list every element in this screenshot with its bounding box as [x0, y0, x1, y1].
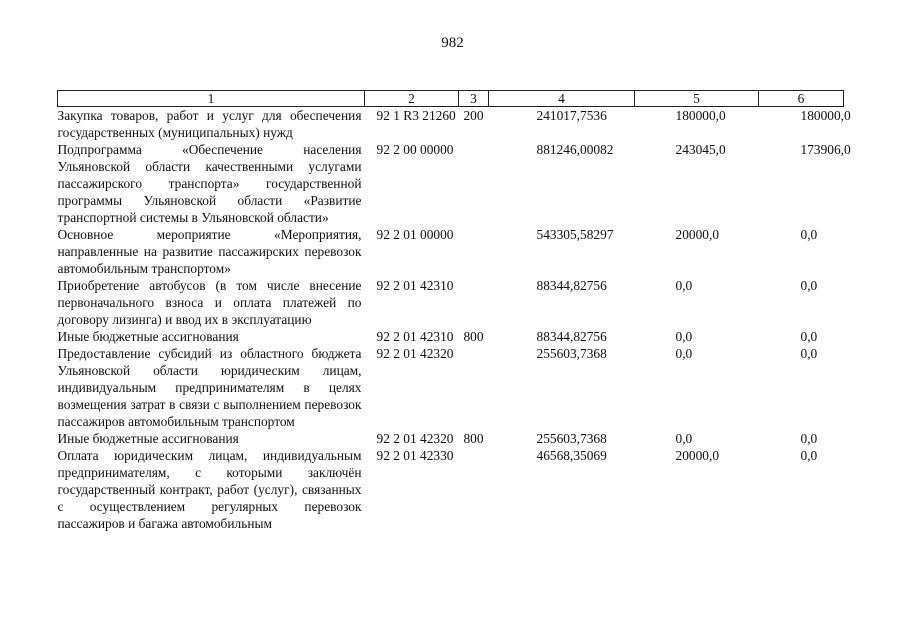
row-amount-col6-cell: 0,0 [800, 346, 818, 361]
row-amount-col4-cell: 46568,35069 [536, 448, 607, 463]
row-expense-type-cell [459, 447, 489, 532]
row-amount-col4-cell: 88344,82756 [536, 278, 607, 293]
row-name-cell: Иные бюджетные ассигнования [57, 431, 239, 446]
row-expense-type-cell [459, 141, 489, 226]
row-amount-col6-cell: 0,0 [800, 329, 818, 344]
table-body [57, 107, 851, 533]
column-header: 4 [489, 91, 635, 107]
row-expense-type-cell [459, 226, 489, 277]
column-header: 5 [635, 91, 759, 107]
row-name-cell: Оплата юридическим лицам, индивидуальным предпринимателям, с которыми заключён государственный контракт, работ (услуг), связанных с осуществлением регулярных перевозок пассажиров и багажа автомобильным [57, 448, 362, 531]
page-number: 982 [441, 35, 464, 51]
row-amount-col5-cell: 180000,0 [675, 108, 726, 123]
table-row [58, 107, 844, 142]
row-code-cell: 92 2 01 42310 [376, 278, 454, 293]
row-amount-col5-cell: 20000,0 [675, 227, 720, 242]
row-amount-col4-cell: 241017,7536 [536, 108, 607, 123]
row-code-cell: 92 1 R3 21260 [376, 108, 456, 123]
row-code-cell: 92 2 00 00000 [376, 142, 454, 157]
row-name-cell: Приобретение автобусов (в том числе внесение первоначального взноса и оплата платежей по договору лизинга) и ввод их в эксплуатацию [57, 278, 362, 327]
row-code-cell: 92 2 01 00000 [376, 227, 454, 242]
row-amount-col4-cell: 543305,58297 [536, 227, 614, 242]
table-row [58, 277, 844, 328]
row-amount-col5-cell: 0,0 [675, 346, 693, 361]
row-code-cell: 92 2 01 42320 [376, 346, 454, 361]
row-amount-col5-cell: 243045,0 [675, 142, 726, 157]
row-amount-col6-cell: 0,0 [800, 227, 818, 242]
row-amount-col5-cell: 0,0 [675, 278, 693, 293]
table-header-row [58, 91, 844, 107]
row-amount-col4-cell: 88344,82756 [536, 329, 607, 344]
row-expense-type-cell [459, 345, 489, 430]
row-amount-col6-cell: 0,0 [800, 278, 818, 293]
row-expense-type-cell: 800 [463, 329, 484, 344]
table-row [58, 141, 844, 226]
row-amount-col6-cell: 173906,0 [800, 142, 851, 157]
row-name-cell: Основное мероприятие «Мероприятия, направленные на развитие пассажирских перевозок автомобильным транспортом» [57, 227, 362, 276]
table-row [58, 430, 844, 447]
table-row [58, 328, 844, 345]
budget-table [57, 90, 851, 532]
row-name-cell: Подпрограмма «Обеспечение населения Ульяновской области качественными услугами пассажирского транспорта» государственной программы Ульяновской области «Развитие транспортной системы в Ульяновской области» [57, 142, 362, 225]
row-name-cell: Закупка товаров, работ и услуг для обеспечения государственных (муниципальных) нужд [57, 108, 362, 140]
column-header: 1 [58, 91, 365, 107]
row-amount-col5-cell: 0,0 [675, 431, 693, 446]
row-code-cell: 92 2 01 42330 [376, 448, 454, 463]
row-expense-type-cell [459, 277, 489, 328]
row-amount-col5-cell: 20000,0 [675, 448, 720, 463]
table-row [58, 345, 844, 430]
row-code-cell: 92 2 01 42310 [376, 329, 454, 344]
row-amount-col6-cell: 0,0 [800, 431, 818, 446]
row-code-cell: 92 2 01 42320 [376, 431, 454, 446]
row-amount-col4-cell: 255603,7368 [536, 346, 607, 361]
row-amount-col6-cell: 0,0 [800, 448, 818, 463]
table-row [58, 447, 844, 532]
row-amount-col6-cell: 180000,0 [800, 108, 851, 123]
row-name-cell: Иные бюджетные ассигнования [57, 329, 239, 344]
row-amount-col5-cell: 0,0 [675, 329, 693, 344]
row-expense-type-cell: 200 [463, 108, 484, 123]
row-expense-type-cell: 800 [463, 431, 484, 446]
column-header: 3 [459, 91, 489, 107]
table-row [58, 226, 844, 277]
column-header: 2 [365, 91, 459, 107]
row-name-cell: Предоставление субсидий из областного бюджета Ульяновской области юридическим лицам, индивидуальным предпринимателям в целях возмещения затрат в связи с выполнением перевозок пассажиров автомобильным транспортом [57, 346, 362, 429]
row-amount-col4-cell: 881246,00082 [536, 142, 614, 157]
column-header: 6 [759, 91, 844, 107]
row-amount-col4-cell: 255603,7368 [536, 431, 607, 446]
